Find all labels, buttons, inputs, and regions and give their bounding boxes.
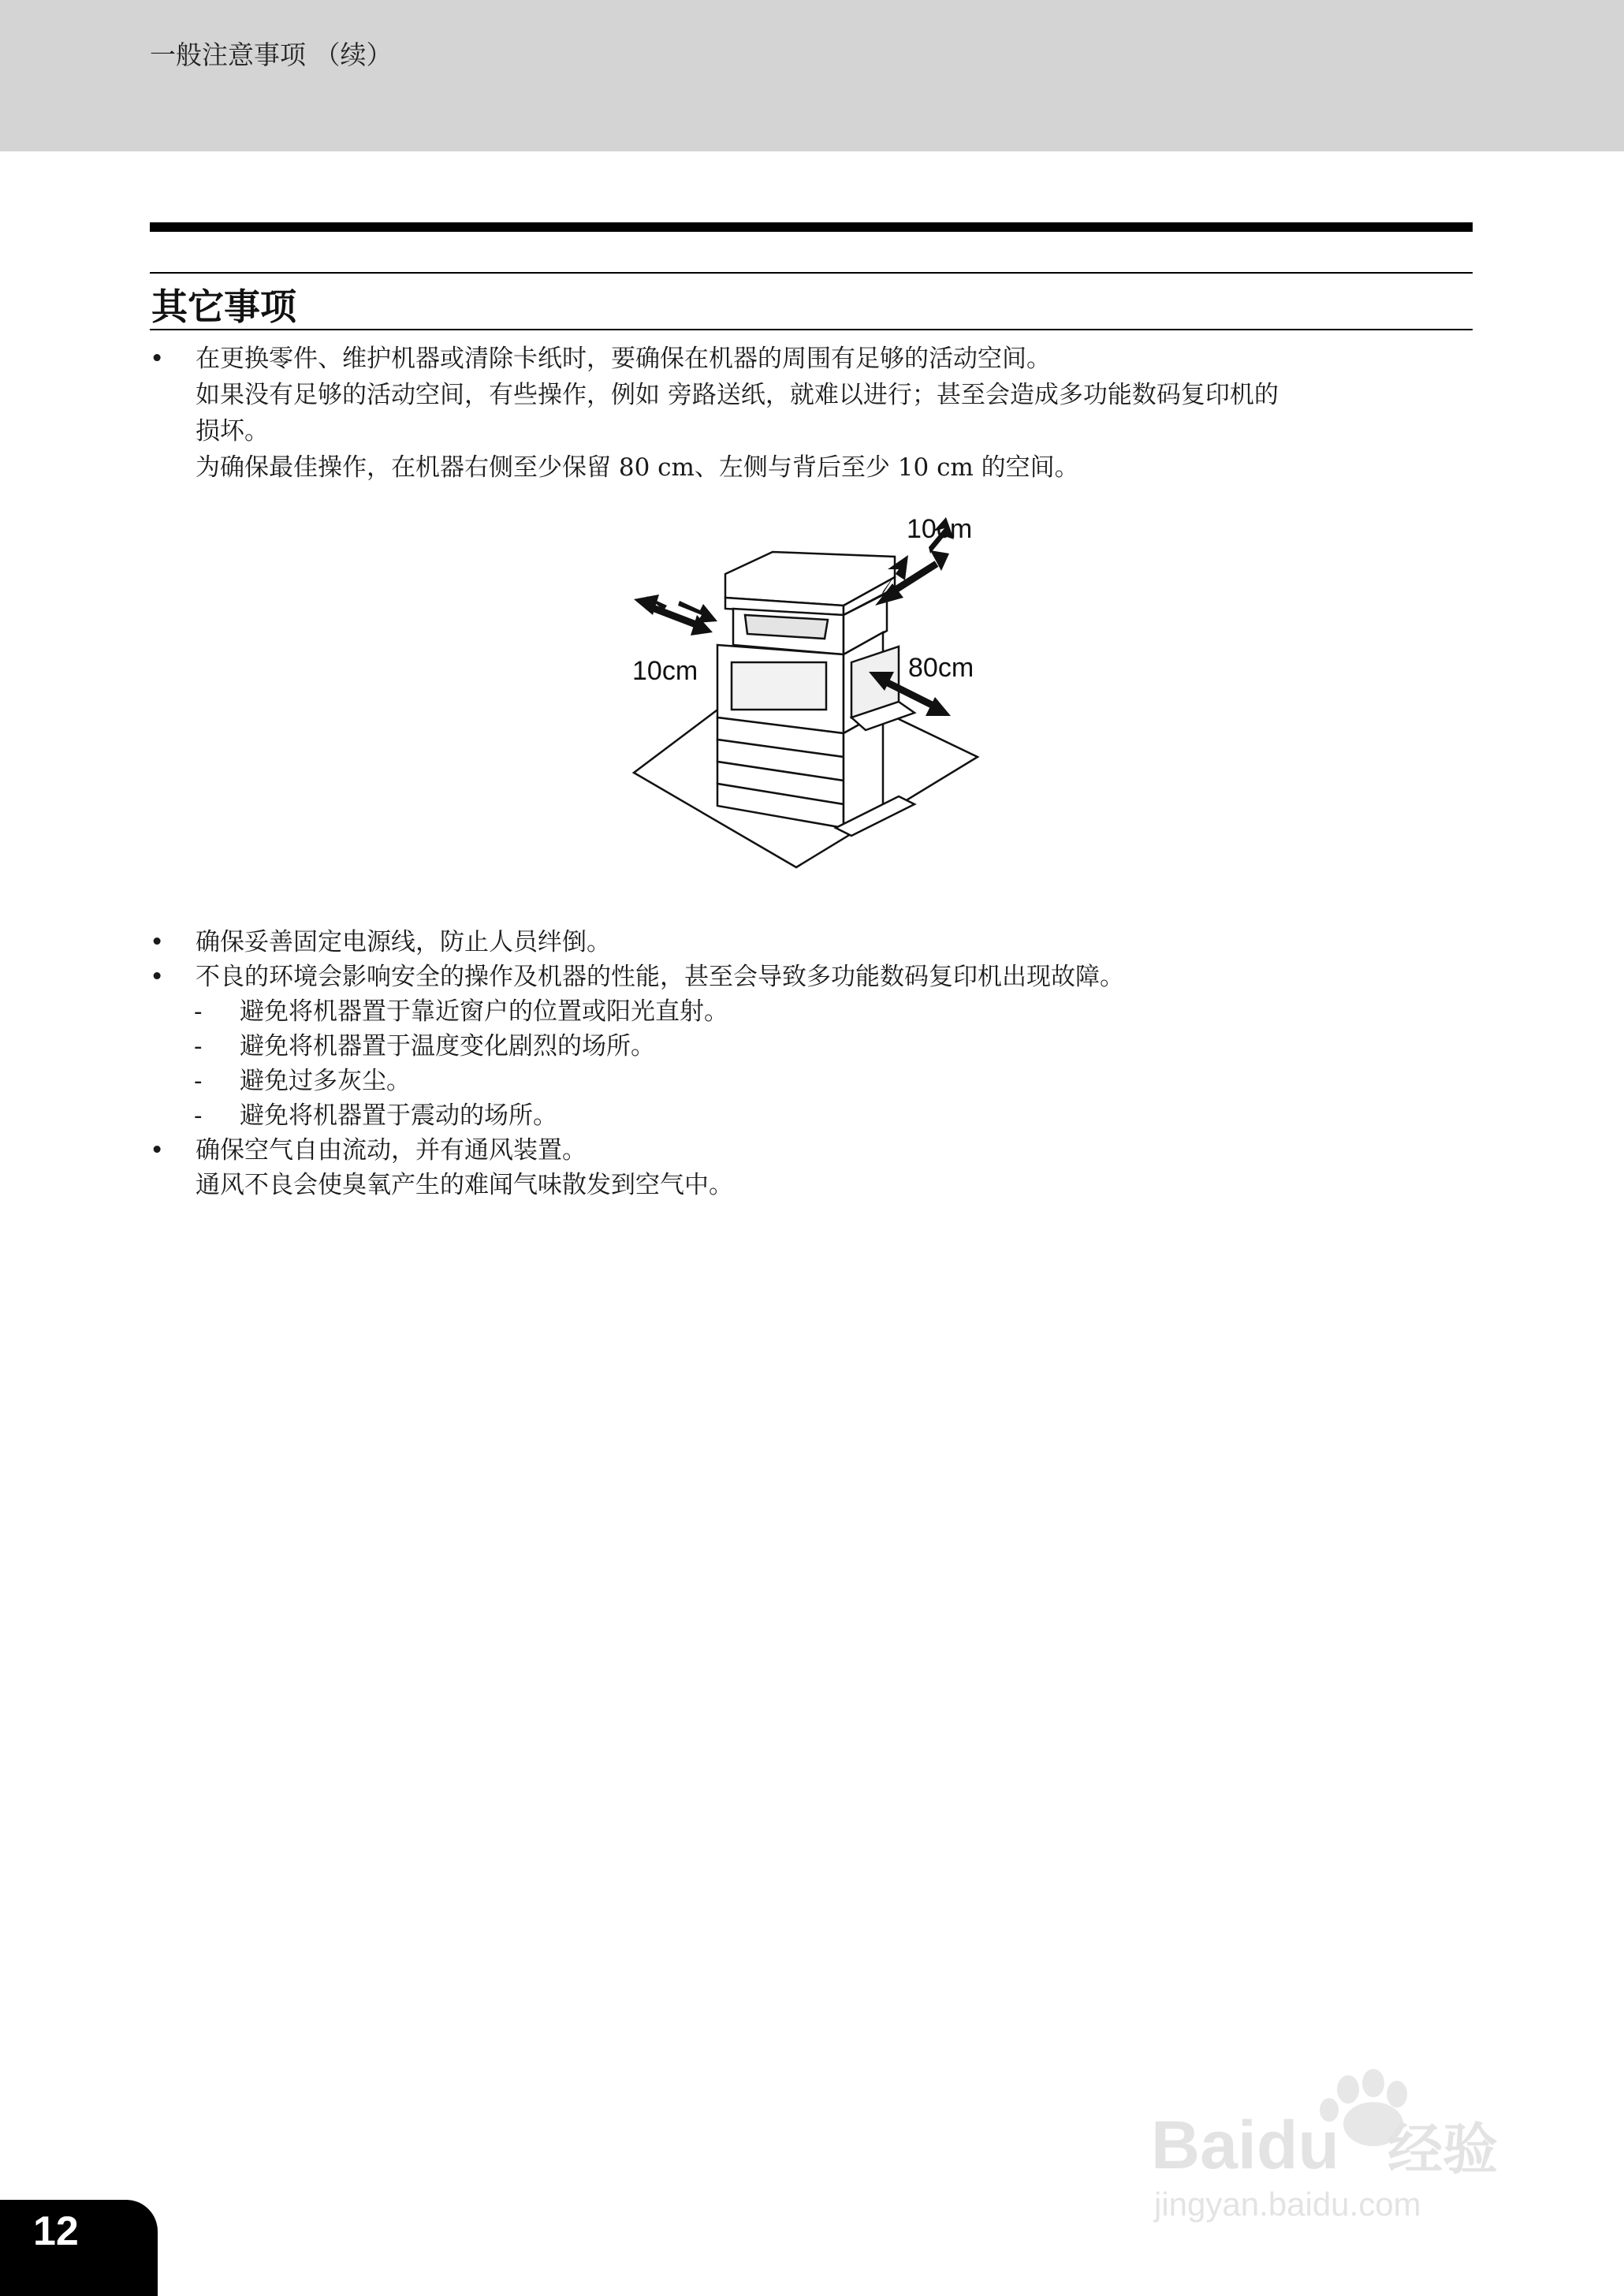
bullet-line: 确保妥善固定电源线，防止人员绊倒。 — [196, 928, 611, 956]
label-back-clearance: 10cm — [907, 514, 973, 544]
bullet-line: 损坏。 — [196, 417, 269, 445]
header-band — [0, 0, 1624, 151]
section-title-bottom-rule — [150, 329, 1473, 330]
watermark-url: jingyan.baidu.com — [1154, 2186, 1421, 2223]
page-number-tab — [0, 2200, 158, 2296]
label-right-clearance: 80cm — [908, 653, 974, 683]
bullet-marker: • — [150, 928, 165, 956]
bullet-line: 不良的环境会影响安全的操作及机器的性能，甚至会导致多功能数码复印机出现故障。 — [196, 963, 1124, 991]
sub-item: 避免过多灰尘。 — [240, 1067, 411, 1095]
dash-marker: - — [194, 997, 203, 1026]
bullet-line: 如果没有足够的活动空间，有些操作，例如 旁路送纸，就难以进行；甚至会造成多功能数码复印机的 — [196, 381, 1279, 409]
bullet-marker: • — [150, 1136, 165, 1165]
bullet-line: 在更换零件、维护机器或清除卡纸时，要确保在机器的周围有足够的活动空间。 — [196, 345, 1051, 373]
section-title-top-rule — [150, 272, 1473, 274]
dash-marker: - — [194, 1032, 203, 1060]
clearance-diagram — [615, 505, 1001, 875]
bullet-marker: • — [150, 345, 165, 373]
watermark-brand: Baidu — [1151, 2108, 1339, 2183]
bullet-line: 确保空气自由流动，并有通风装置。 — [196, 1136, 587, 1165]
sub-item: 避免将机器置于震动的场所。 — [240, 1101, 557, 1130]
page-number: 12 — [33, 2208, 79, 2254]
baidu-watermark — [1151, 2066, 1522, 2231]
label-left-clearance: 10cm — [632, 656, 698, 686]
watermark-suffix: 经验 — [1387, 2119, 1498, 2180]
dash-marker: - — [194, 1101, 203, 1130]
sub-item: 避免将机器置于靠近窗户的位置或阳光直射。 — [240, 997, 728, 1026]
header-title: 一般注意事项 （续） — [150, 39, 393, 70]
section-title: 其它事项 — [151, 285, 296, 328]
bullet-line: 为确保最佳操作，在机器右侧至少保留 80 cm、左侧与背后至少 10 cm 的空间。 — [196, 453, 1079, 482]
sub-item: 避免将机器置于温度变化剧烈的场所。 — [240, 1032, 655, 1060]
dash-marker: - — [194, 1067, 203, 1095]
bullet-line: 通风不良会使臭氧产生的难闻气味散发到空气中。 — [196, 1171, 733, 1199]
bullet-marker: • — [150, 963, 165, 991]
section-divider-thick — [150, 222, 1473, 232]
